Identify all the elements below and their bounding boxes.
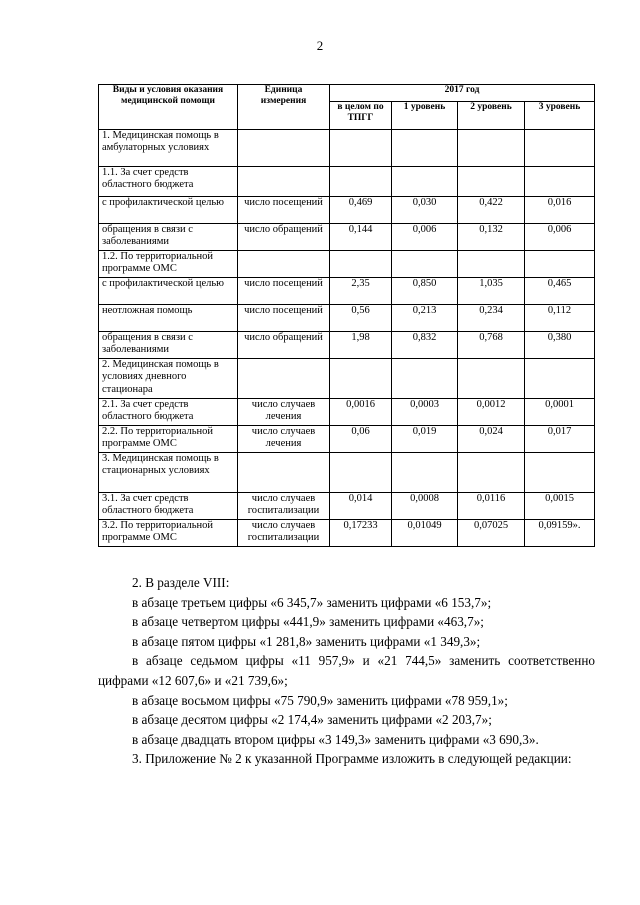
value-cell: 0,56 bbox=[330, 305, 392, 332]
paragraph: в абзаце восьмом цифры «75 790,9» заменить цифрами «78 959,1»; bbox=[132, 692, 508, 708]
table-row bbox=[99, 426, 595, 453]
table-row bbox=[99, 493, 595, 520]
value-cell bbox=[458, 453, 525, 493]
unit-cell: число случаев лечения bbox=[238, 426, 330, 453]
value-cell bbox=[458, 130, 525, 167]
value-cell: 0,06 bbox=[330, 426, 392, 453]
header-level-1: 1 уровень bbox=[392, 102, 458, 130]
unit-cell: число случаев лечения bbox=[238, 399, 330, 426]
care-type-cell: 3. Медицинская помощь в стационарных условиях bbox=[99, 453, 238, 493]
table-row bbox=[99, 251, 595, 278]
value-cell bbox=[525, 167, 595, 197]
value-cell bbox=[458, 167, 525, 197]
value-cell bbox=[392, 167, 458, 197]
unit-cell: число посещений bbox=[238, 278, 330, 305]
header-care-type: Виды и условия оказания медицинской помощи bbox=[99, 85, 238, 130]
care-type-cell: 1.2. По территориальной программе ОМС bbox=[99, 251, 238, 278]
care-type-cell: обращения в связи с заболеваниями bbox=[99, 224, 238, 251]
value-cell: 0,024 bbox=[458, 426, 525, 453]
care-type-cell: неотложная помощь bbox=[99, 305, 238, 332]
paragraph: в абзаце седьмом цифры «11 957,9» и «21 744,5» заменить соответственно цифрами «12 607,6» и «21 739,6»; bbox=[98, 653, 595, 688]
value-cell bbox=[330, 251, 392, 278]
value-cell: 0,380 bbox=[525, 332, 595, 359]
header-total: в целом по ТПГГ bbox=[330, 102, 392, 130]
value-cell bbox=[330, 167, 392, 197]
value-cell: 0,17233 bbox=[330, 520, 392, 547]
value-cell bbox=[525, 453, 595, 493]
value-cell: 0,016 bbox=[525, 197, 595, 224]
value-cell: 0,112 bbox=[525, 305, 595, 332]
value-cell: 0,07025 bbox=[458, 520, 525, 547]
value-cell: 0,213 bbox=[392, 305, 458, 332]
paragraph: в абзаце двадцать втором цифры «3 149,3» заменить цифрами «3 690,3». bbox=[132, 731, 539, 747]
value-cell: 0,422 bbox=[458, 197, 525, 224]
paragraph: 2. В разделе VIII: bbox=[132, 575, 230, 590]
value-cell: 0,006 bbox=[392, 224, 458, 251]
value-cell: 0,09159». bbox=[525, 520, 595, 547]
paragraph: в абзаце третьем цифры «6 345,7» заменить цифрами «6 153,7»; bbox=[132, 594, 492, 610]
value-cell: 0,132 bbox=[458, 224, 525, 251]
care-type-cell: 2.2. По территориальной программе ОМС bbox=[99, 426, 238, 453]
header-unit: Единица измерения bbox=[238, 85, 330, 130]
unit-cell: число обращений bbox=[238, 224, 330, 251]
table-row bbox=[99, 167, 595, 197]
care-type-cell: с профилактической целью bbox=[99, 197, 238, 224]
amendments-text bbox=[98, 573, 595, 769]
unit-cell bbox=[238, 359, 330, 399]
value-cell: 0,0008 bbox=[392, 493, 458, 520]
value-cell: 1,035 bbox=[458, 278, 525, 305]
value-cell: 0,030 bbox=[392, 197, 458, 224]
value-cell: 0,0015 bbox=[525, 493, 595, 520]
value-cell bbox=[525, 251, 595, 278]
table-row bbox=[99, 453, 595, 493]
value-cell bbox=[392, 251, 458, 278]
value-cell: 0,0001 bbox=[525, 399, 595, 426]
value-cell bbox=[458, 251, 525, 278]
value-cell bbox=[330, 453, 392, 493]
unit-cell bbox=[238, 251, 330, 278]
table-row bbox=[99, 520, 595, 547]
value-cell bbox=[392, 453, 458, 493]
care-type-cell: 2.1. За счет средств областного бюджета bbox=[99, 399, 238, 426]
value-cell: 0,465 bbox=[525, 278, 595, 305]
value-cell bbox=[525, 130, 595, 167]
value-cell bbox=[525, 359, 595, 399]
unit-cell bbox=[238, 167, 330, 197]
paragraph: 3. Приложение № 2 к указанной Программе изложить в следующей редакции: bbox=[132, 751, 572, 767]
table-row bbox=[99, 278, 595, 305]
table-row bbox=[99, 399, 595, 426]
table-row bbox=[99, 197, 595, 224]
value-cell: 0,019 bbox=[392, 426, 458, 453]
value-cell: 0,234 bbox=[458, 305, 525, 332]
care-type-cell: с профилактической целью bbox=[99, 278, 238, 305]
value-cell: 0,01049 bbox=[392, 520, 458, 547]
value-cell: 0,006 bbox=[525, 224, 595, 251]
table-row bbox=[99, 359, 595, 399]
value-cell: 0,0116 bbox=[458, 493, 525, 520]
paragraph: в абзаце десятом цифры «2 174,4» заменить цифрами «2 203,7»; bbox=[132, 712, 492, 728]
value-cell bbox=[330, 130, 392, 167]
value-cell: 0,832 bbox=[392, 332, 458, 359]
value-cell: 0,0003 bbox=[392, 399, 458, 426]
value-cell: 1,98 bbox=[330, 332, 392, 359]
value-cell bbox=[458, 359, 525, 399]
unit-cell bbox=[238, 453, 330, 493]
table-row bbox=[99, 130, 595, 167]
care-type-cell: 1. Медицинская помощь в амбулаторных условиях bbox=[99, 130, 238, 167]
care-type-cell: обращения в связи с заболеваниями bbox=[99, 332, 238, 359]
value-cell bbox=[392, 359, 458, 399]
value-cell: 0,144 bbox=[330, 224, 392, 251]
value-cell: 0,017 bbox=[525, 426, 595, 453]
unit-cell: число случаев госпитализации bbox=[238, 520, 330, 547]
value-cell: 0,469 bbox=[330, 197, 392, 224]
value-cell: 0,014 bbox=[330, 493, 392, 520]
care-type-cell: 3.1. За счет средств областного бюджета bbox=[99, 493, 238, 520]
unit-cell: число обращений bbox=[238, 332, 330, 359]
header-level-3: 3 уровень bbox=[525, 102, 595, 130]
unit-cell bbox=[238, 130, 330, 167]
value-cell bbox=[392, 130, 458, 167]
care-type-cell: 1.1. За счет средств областного бюджета bbox=[99, 167, 238, 197]
header-year: 2017 год bbox=[330, 85, 595, 102]
unit-cell: число посещений bbox=[238, 197, 330, 224]
paragraph: в абзаце четвертом цифры «441,9» заменить цифрами «463,7»; bbox=[132, 614, 484, 630]
medical-care-volume-table bbox=[98, 84, 595, 547]
paragraph: в абзаце пятом цифры «1 281,8» заменить цифрами «1 349,3»; bbox=[132, 633, 481, 649]
table-row bbox=[99, 224, 595, 251]
page-number: 2 bbox=[316, 38, 324, 53]
table-row bbox=[99, 305, 595, 332]
table-row bbox=[99, 332, 595, 359]
value-cell: 0,850 bbox=[392, 278, 458, 305]
value-cell: 0,0016 bbox=[330, 399, 392, 426]
care-type-cell: 2. Медицинская помощь в условиях дневного стационара bbox=[99, 359, 238, 399]
care-type-cell: 3.2. По территориальной программе ОМС bbox=[99, 520, 238, 547]
header-level-2: 2 уровень bbox=[458, 102, 525, 130]
value-cell bbox=[330, 359, 392, 399]
value-cell: 2,35 bbox=[330, 278, 392, 305]
value-cell: 0,768 bbox=[458, 332, 525, 359]
value-cell: 0,0012 bbox=[458, 399, 525, 426]
unit-cell: число случаев госпитализации bbox=[238, 493, 330, 520]
unit-cell: число посещений bbox=[238, 305, 330, 332]
